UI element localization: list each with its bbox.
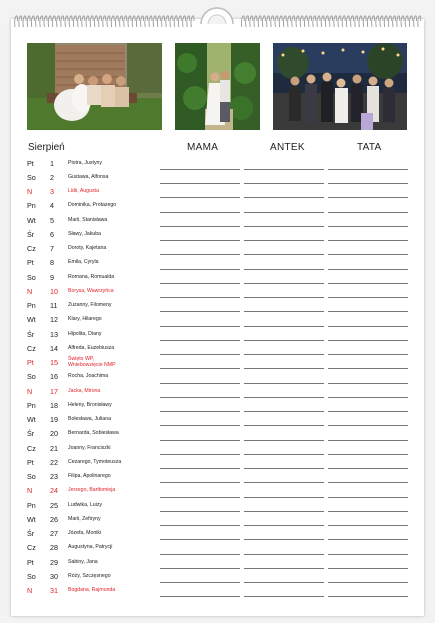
column-header-antek: ANTEK [270,142,305,153]
day-row [0,355,413,369]
spiral-ring [346,16,349,27]
name-day: Emila, Cyryla [68,259,99,266]
spiral-ring [405,16,408,27]
spiral-ring [73,16,76,27]
spiral-ring [162,16,165,27]
day-number: 6 [50,229,54,239]
day-number: 27 [50,529,58,538]
day-number: 11 [50,301,58,310]
day-of-week: N [27,386,33,396]
spiral-ring [174,16,177,27]
spiral-ring [115,16,118,27]
day-of-week: Pn [27,500,36,510]
name-day: Jacka, Mirona [68,387,101,394]
day-of-week: N [27,586,33,595]
day-of-week: Śr [27,529,35,538]
day-of-week: Pn [27,201,36,211]
name-day: Cezarego, Tymoteusza [68,458,122,465]
day-number: 21 [50,443,58,453]
name-day: Róży, Szczęsnego [68,572,111,579]
day-row [0,583,413,597]
day-number: 29 [50,557,58,567]
spiral-ring [262,16,265,27]
day-row [0,298,413,312]
spiral-ring [145,16,148,27]
spiral-ring [94,16,97,27]
photo-bridal-party [27,43,162,130]
hanger-hook [199,2,235,26]
spiral-ring [31,16,34,27]
spiral-ring [157,16,160,27]
day-row [0,526,413,540]
spiral-ring [149,16,152,27]
day-row [0,512,413,526]
spiral-ring [241,16,244,27]
day-of-week: Pt [27,158,34,168]
spiral-ring [52,16,55,27]
spiral-ring [44,16,47,27]
spiral-ring [90,16,93,27]
day-row [0,498,413,512]
name-day: Heleny, Bronisławy [68,401,112,408]
name-day: Joanny, Franciszki [68,444,111,451]
spiral-ring [330,16,333,27]
spiral-ring [388,16,391,27]
day-number: 1 [50,158,54,168]
day-of-week: N [27,286,33,296]
spiral-ring [363,16,366,27]
day-row [0,426,413,440]
spiral-ring [317,16,320,27]
name-day: Doroty, Kajetana [68,245,107,251]
day-of-week: Pt [27,557,34,567]
spiral-ring [124,16,127,27]
day-of-week: Pn [27,400,36,410]
column-header-tata: TATA [357,142,382,153]
name-day: Alfreda, Euzebiusza [68,344,115,351]
spiral-ring [372,16,375,27]
day-of-week: Pt [27,358,34,367]
spiral-ring [414,16,417,27]
name-day: Bogdana, Rajmunda [68,587,116,593]
name-day: Zuzanny, Filomeny [68,302,112,308]
day-row [0,255,413,269]
day-of-week: So [27,571,36,581]
name-day: Sabiny, Jana [68,558,98,565]
name-day: Święto WP, Wniebowzięcie NMP [68,356,116,368]
day-row [0,341,413,355]
day-of-week: Pt [27,258,34,268]
day-of-week: Śr [27,329,35,339]
spiral-ring [309,16,312,27]
day-of-week: Cz [27,244,36,253]
spiral-ring [99,16,102,27]
spiral-ring [384,16,387,27]
spiral-ring [128,16,131,27]
photo-evening-party [273,43,407,130]
spiral-ring [246,16,249,27]
spiral-ring [153,16,156,27]
day-of-week: So [27,272,36,282]
day-row [0,156,413,170]
spiral-ring [367,16,370,27]
day-number: 3 [50,187,54,196]
day-number: 13 [50,329,58,339]
day-row [0,469,413,483]
spiral-ring [393,16,396,27]
name-day: Hipolita, Diany [68,330,102,337]
day-row [0,398,413,412]
write-line-antek[interactable] [244,596,324,597]
spiral-ring [401,16,404,27]
day-of-week: Pt [27,457,34,467]
spiral-ring [178,16,181,27]
spiral-ring [15,16,18,27]
day-number: 2 [50,172,54,182]
spiral-ring [65,16,68,27]
spiral-ring [342,16,345,27]
spiral-ring [313,16,316,27]
day-number: 7 [50,244,54,253]
day-of-week: Cz [27,443,36,453]
spiral-ring [132,16,135,27]
spiral-ring [351,16,354,27]
name-day: Dominika, Protazego [68,202,117,209]
day-row [0,441,413,455]
day-row [0,170,413,184]
name-day: Jerzego, Bartłomieja [68,487,116,494]
day-of-week: So [27,372,36,382]
day-row [0,241,413,255]
day-row [0,312,413,326]
day-row [0,270,413,284]
spiral-ring [283,16,286,27]
spiral-ring [267,16,270,27]
day-row [0,540,413,554]
day-of-week: Cz [27,343,36,353]
day-number: 15 [50,358,58,367]
spiral-ring [397,16,400,27]
day-row [0,213,413,227]
name-day: Rocha, Joachima [68,373,109,380]
spiral-ring [359,16,362,27]
spiral-ring [279,16,282,27]
spiral-ring [271,16,274,27]
spiral-ring [258,16,261,27]
spiral-ring [69,16,72,27]
day-of-week: Cz [27,543,36,553]
name-day: Gustawa, Alfonsa [68,173,109,180]
spiral-ring [187,16,190,27]
spiral-ring [57,16,60,27]
day-number: 26 [50,514,58,524]
day-row [0,327,413,341]
day-number: 8 [50,258,54,268]
spiral-ring [82,16,85,27]
day-row [0,483,413,497]
spiral-ring [40,16,43,27]
day-of-week: Śr [27,429,35,439]
spiral-ring [254,16,257,27]
day-number: 22 [50,457,58,467]
name-day: Augustyna, Patrycji [68,544,113,551]
spiral-ring [120,16,123,27]
spiral-ring [166,16,169,27]
spiral-ring [183,16,186,27]
month-title: Sierpień [28,142,65,153]
day-row [0,369,413,383]
spiral-ring [380,16,383,27]
day-number: 24 [50,486,58,496]
spiral-ring [418,16,421,27]
day-number: 10 [50,286,58,296]
spiral-ring [275,16,278,27]
day-row [0,198,413,212]
day-of-week: So [27,172,36,182]
day-number: 23 [50,472,58,481]
day-row [0,455,413,469]
day-number: 30 [50,571,58,581]
day-of-week: Wt [27,514,36,524]
spiral-ring [325,16,328,27]
day-number: 25 [50,500,58,510]
spiral-ring [111,16,114,27]
name-day: Romana, Romualda [68,273,115,280]
spiral-ring [300,16,303,27]
day-row [0,555,413,569]
spiral-ring [292,16,295,27]
day-number: 20 [50,429,58,439]
day-of-week: N [27,486,33,496]
name-day: Bernarda, Sobiesława [68,430,119,437]
spiral-ring [23,16,26,27]
day-of-week: Pn [27,301,36,310]
day-row [0,227,413,241]
name-day: Filipa, Apolinarego [68,473,111,479]
column-header-mama: MAMA [187,142,219,153]
spiral-ring [78,16,81,27]
day-number: 9 [50,272,54,282]
spiral-ring [19,16,22,27]
spiral-ring [107,16,110,27]
write-line-tata[interactable] [328,596,408,597]
spiral-ring [376,16,379,27]
day-row [0,184,413,198]
spiral-ring [334,16,337,27]
spiral-ring [141,16,144,27]
spiral-ring [86,16,89,27]
spiral-ring [191,16,194,27]
day-row [0,412,413,426]
day-number: 31 [50,586,58,595]
spiral-ring [36,16,39,27]
name-day: Piotra, Justyny [68,159,103,166]
day-number: 28 [50,543,58,553]
spiral-ring [27,16,30,27]
day-number: 18 [50,400,58,410]
day-row [0,284,413,298]
spiral-ring [136,16,139,27]
spiral-ring [355,16,358,27]
spiral-ring [61,16,64,27]
name-day: Marii, Stanisława [68,216,108,223]
photo-couple [175,43,260,130]
day-number: 19 [50,415,58,424]
day-of-week: Śr [27,229,35,239]
day-number: 12 [50,315,58,325]
name-day: Marii, Zefiryny [68,515,101,522]
day-of-week: Wt [27,315,36,325]
day-number: 5 [50,215,54,225]
name-day: Bolesława, Juliana [68,416,111,422]
day-of-week: So [27,472,36,481]
spiral-ring [103,16,106,27]
day-row [0,569,413,583]
name-day: Sławy, Jakuba [68,230,102,237]
spiral-ring [338,16,341,27]
name-day: Lidii, Augusta [68,188,99,194]
name-day: Borysa, Wawrzyńca [68,287,114,294]
day-number: 17 [50,386,58,396]
spiral-ring [250,16,253,27]
spiral-ring [304,16,307,27]
day-row [0,384,413,398]
spiral-ring [409,16,412,27]
spiral-ring [170,16,173,27]
day-number: 16 [50,372,58,382]
day-of-week: N [27,187,33,196]
name-day: Ludwika, Luizy [68,501,103,508]
name-day: Józefa, Moniki [68,530,102,536]
name-day: Klary, Hilarego [68,316,102,323]
day-of-week: Wt [27,215,36,225]
spiral-ring [296,16,299,27]
spiral-ring [288,16,291,27]
day-number: 14 [50,343,58,353]
write-line-mama[interactable] [160,596,240,597]
day-number: 4 [50,201,54,211]
day-of-week: Wt [27,415,36,424]
spiral-ring [48,16,51,27]
spiral-ring [321,16,324,27]
